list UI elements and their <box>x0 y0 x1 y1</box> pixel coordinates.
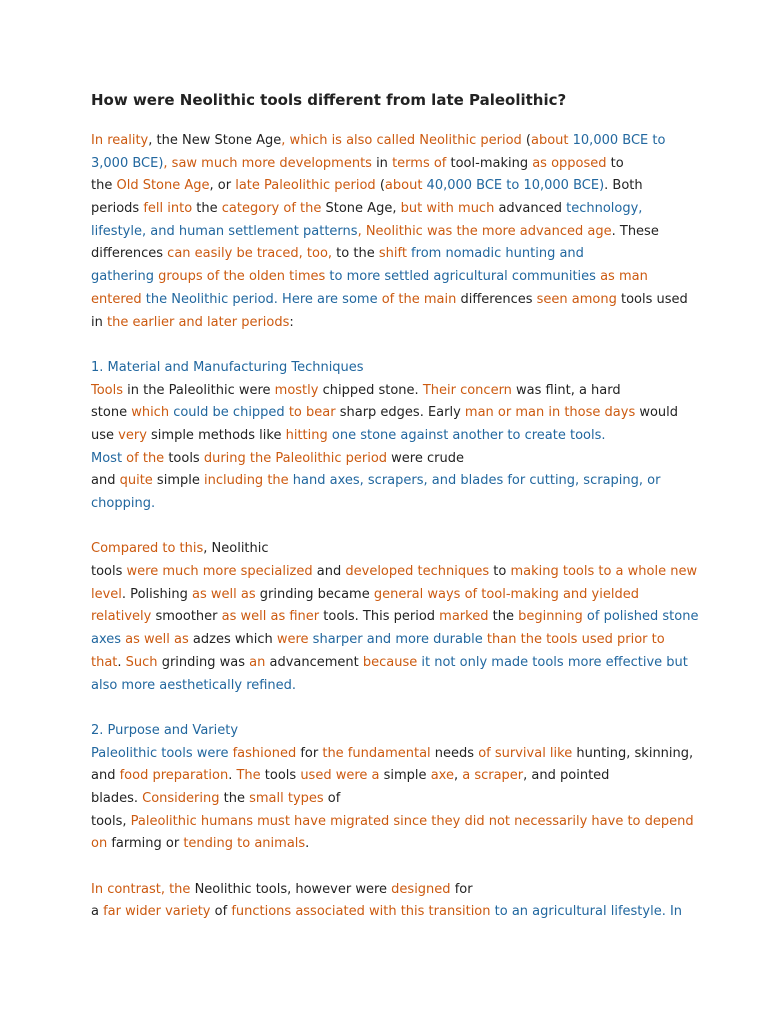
text-run: . Both <box>604 178 643 194</box>
text-run: than the tools used prior to <box>482 632 665 648</box>
text-run: of the main <box>377 291 457 307</box>
text-run: groups of the olden times <box>154 269 326 285</box>
text-line <box>91 130 701 153</box>
text-run: one stone against another to create tools. <box>327 427 606 443</box>
text-line <box>91 538 701 561</box>
text-run: Considering <box>142 790 220 806</box>
text-run: Such <box>125 654 158 670</box>
text-run: and <box>312 564 346 580</box>
text-line <box>91 266 701 289</box>
text-run: tending to animals <box>183 836 306 852</box>
text-line <box>91 675 701 698</box>
text-run: lifestyle, and human settlement patterns <box>91 223 358 239</box>
text-run: Stone Age, <box>321 201 401 217</box>
text-run: were much more specialized <box>126 564 313 580</box>
text-run: to the <box>332 246 379 262</box>
text-run: beginning <box>518 609 583 625</box>
text-run: hunting, skinning, <box>572 745 694 761</box>
text-run: . <box>228 768 237 784</box>
text-run: shift <box>378 246 407 262</box>
text-run: in the Paleolithic were <box>123 382 275 398</box>
document-body <box>91 130 701 924</box>
text-run: 3,000 BCE) <box>91 155 164 171</box>
text-run: In contrast, the <box>91 881 191 897</box>
text-run: very <box>118 427 147 443</box>
text-run: Old Stone Age <box>116 178 210 194</box>
text-run: relatively <box>91 609 152 625</box>
text-run: , and pointed <box>523 768 610 784</box>
text-run: grinding became <box>255 586 374 602</box>
text-run: use <box>91 427 119 443</box>
text-run: of survival like <box>478 745 573 761</box>
text-run: of polished stone <box>582 609 699 625</box>
text-run: . Polishing <box>121 586 192 602</box>
text-run: mostly <box>274 382 319 398</box>
text-run: that <box>91 654 118 670</box>
text-run: tools <box>91 564 127 580</box>
text-run: Most <box>91 450 123 466</box>
text-run: Compared to this <box>91 541 204 557</box>
text-run: adzes which <box>188 632 277 648</box>
text-run: from nomadic hunting and <box>406 246 584 262</box>
text-run: , saw much more developments <box>163 155 372 171</box>
text-run: farming or <box>107 836 184 852</box>
document-title: How were Neolithic tools different from late Paleolithic? <box>91 91 567 109</box>
text-run: food preparation <box>119 768 229 784</box>
text-line <box>91 833 701 856</box>
text-line <box>91 561 701 584</box>
text-line <box>91 584 701 607</box>
text-run: . <box>305 836 310 852</box>
text-run: making tools to a whole new <box>510 564 698 580</box>
text-run: , or <box>209 178 236 194</box>
text-run: about <box>384 178 427 194</box>
text-run: of the <box>122 450 165 466</box>
text-run: tools <box>164 450 204 466</box>
text-run: , which is also called Neolithic period <box>281 133 522 148</box>
text-run: , Neolithic was the more advanced age <box>357 223 612 239</box>
text-run: differences <box>91 246 168 262</box>
text-run: as man <box>595 269 648 285</box>
paragraph-gap <box>91 516 701 539</box>
paragraph-gap <box>91 697 701 720</box>
text-run: were crude <box>387 450 464 466</box>
paragraph-gap <box>91 334 701 357</box>
text-line <box>91 198 701 221</box>
text-line <box>91 629 701 652</box>
text-line <box>91 448 701 471</box>
text-run: man or man in those days <box>464 405 636 421</box>
text-run: developed techniques <box>345 564 490 580</box>
text-run: simple <box>152 473 204 489</box>
text-line <box>91 153 701 176</box>
text-run: 2. Purpose and Variety <box>91 722 239 738</box>
text-run: smoother <box>151 609 222 625</box>
text-run: quite <box>119 473 153 489</box>
text-run: 10,000 BCE to <box>572 133 666 148</box>
text-run: tools. This period <box>319 609 440 625</box>
text-run: : <box>289 314 294 330</box>
text-run: the Neolithic period. Here are some <box>141 291 378 307</box>
text-run: to bear <box>284 405 336 421</box>
text-run: of <box>210 904 232 920</box>
text-run: in <box>91 314 107 330</box>
text-run: advanced <box>494 201 567 217</box>
text-line <box>91 470 701 493</box>
text-run: hand axes, scrapers, and blades for cutting, scraping, or <box>288 473 661 489</box>
text-run: late Paleolithic period <box>235 178 376 194</box>
text-line <box>91 425 701 448</box>
text-run: chipped stone. <box>318 382 423 398</box>
text-run: functions associated with this transition <box>231 904 491 920</box>
text-line <box>91 652 701 675</box>
text-line <box>91 357 701 380</box>
text-run: Paleolithic tools were <box>91 745 229 761</box>
text-line <box>91 811 701 834</box>
text-run: the <box>91 178 117 194</box>
text-run: sharper and more durable <box>308 632 483 648</box>
text-run: seen among <box>536 291 617 307</box>
text-run: used were a <box>300 768 380 784</box>
text-run: the fundamental <box>322 745 431 761</box>
text-run: ( <box>375 178 385 194</box>
text-run: sharp edges. Early <box>335 405 465 421</box>
text-line <box>91 289 701 312</box>
text-run: differences <box>456 291 537 307</box>
text-run: can easily be traced, too, <box>167 246 333 262</box>
text-run: Paleolithic humans must have migrated since they did not necessarily have to depend <box>130 813 694 829</box>
text-run: but with much <box>400 201 495 217</box>
text-line <box>91 765 701 788</box>
text-line <box>91 175 701 198</box>
text-run: axe <box>430 768 454 784</box>
text-run: would <box>635 405 679 421</box>
text-run: In reality <box>91 133 149 148</box>
text-line <box>91 380 701 403</box>
text-run: far wider variety <box>103 904 211 920</box>
text-run: in <box>371 155 393 171</box>
text-line <box>91 879 701 902</box>
text-run: as opposed <box>532 155 607 171</box>
text-run: during the Paleolithic period <box>203 450 388 466</box>
text-run: , Neolithic <box>203 541 269 557</box>
text-run: Tools <box>91 382 124 398</box>
text-line <box>91 221 701 244</box>
text-run: entered <box>91 291 142 307</box>
text-run: tools <box>260 768 301 784</box>
text-run: 40,000 BCE to 10,000 BCE) <box>426 178 605 194</box>
text-run: the earlier and later periods <box>106 314 290 330</box>
text-run: and <box>91 768 120 784</box>
text-run: tools used <box>616 291 688 307</box>
text-run: hitting <box>285 427 328 443</box>
text-run: blades. <box>91 790 143 806</box>
text-run: Their concern <box>422 382 512 398</box>
text-run: a scraper <box>462 768 524 784</box>
text-run: to more settled agricultural communities <box>325 269 596 285</box>
text-line <box>91 901 701 924</box>
text-run: 1. Material and Manufacturing Techniques <box>91 359 364 375</box>
text-run: gathering <box>91 269 155 285</box>
text-run: Neolithic tools, however were <box>190 881 392 897</box>
text-run: advancement <box>265 654 363 670</box>
text-line <box>91 243 701 266</box>
text-line <box>91 606 701 629</box>
text-run: . <box>117 654 126 670</box>
text-run: including the <box>203 473 289 489</box>
text-line <box>91 312 701 335</box>
text-run: simple <box>379 768 431 784</box>
text-run: could be chipped <box>169 405 285 421</box>
text-run: was flint, a hard <box>511 382 621 398</box>
text-line <box>91 743 701 766</box>
text-run: axes <box>91 632 122 648</box>
text-run: chopping. <box>91 496 156 511</box>
text-run: the <box>488 609 519 625</box>
text-line <box>91 402 701 425</box>
text-run: fell into <box>143 201 193 217</box>
text-run: needs <box>430 745 479 761</box>
text-run: for <box>296 745 323 761</box>
text-run: were <box>276 632 309 648</box>
text-run: The <box>236 768 261 784</box>
text-run: tools, <box>91 813 131 829</box>
text-run: technology, <box>566 201 643 217</box>
text-run: fashioned <box>228 745 297 761</box>
text-run: , <box>453 768 463 784</box>
text-run: designed <box>391 881 451 897</box>
text-run: to an agricultural lifestyle. In <box>490 904 683 920</box>
text-run: periods <box>91 201 144 217</box>
text-run: as well as <box>121 632 189 648</box>
text-run: general ways of tool-making and yielded <box>373 586 639 602</box>
text-run: a <box>91 904 104 920</box>
text-run: tool-making <box>446 155 533 171</box>
text-run: stone <box>91 405 132 421</box>
text-run: simple methods like <box>146 427 286 443</box>
text-run: to <box>606 155 624 171</box>
text-run: which <box>131 405 170 421</box>
text-run: because <box>362 654 418 670</box>
text-run: category of the <box>221 201 322 217</box>
text-line <box>91 720 701 743</box>
text-run: the <box>219 790 250 806</box>
text-run: the <box>192 201 222 217</box>
text-run: also more aesthetically refined. <box>91 677 297 693</box>
text-run: of <box>323 790 341 806</box>
paragraph-gap <box>91 856 701 879</box>
text-run: ( <box>521 133 531 148</box>
text-run: . These <box>611 223 659 239</box>
text-run: as well as finer <box>221 609 320 625</box>
text-run: level <box>91 586 122 602</box>
text-run: small types <box>249 790 324 806</box>
text-run: grinding was <box>157 654 250 670</box>
text-run: for <box>450 881 473 897</box>
text-run: to <box>489 564 511 580</box>
text-run: about <box>531 133 573 148</box>
text-run: marked <box>439 609 489 625</box>
text-run: an <box>249 654 266 670</box>
text-run: as well as <box>192 586 256 602</box>
text-run: it not only made tools more effective but <box>417 654 688 670</box>
text-run: , the New Stone Age <box>148 133 282 148</box>
text-line <box>91 788 701 811</box>
text-run: and <box>91 473 120 489</box>
text-run: terms of <box>392 155 447 171</box>
text-run: on <box>91 836 108 852</box>
text-line <box>91 493 701 516</box>
